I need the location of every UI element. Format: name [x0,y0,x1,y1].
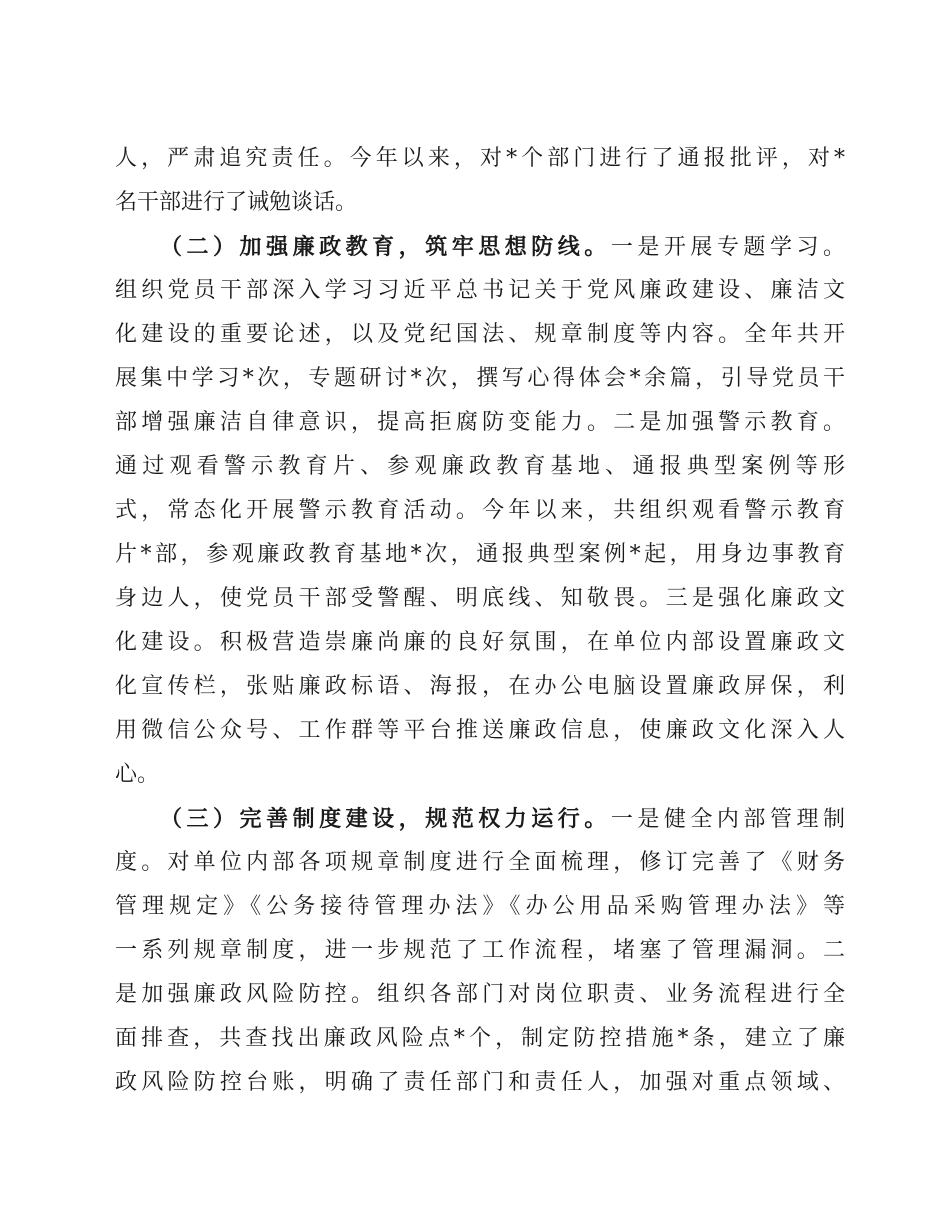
body-text-line: 展集中学习*次，专题研讨*次，撰写心得体会*余篇，引导党员干 [115,366,845,391]
section-heading: （三）完善制度建设，规范权力运行。 [160,806,611,832]
section-heading-line [160,799,845,839]
body-text-line: 面排查，共查找出廉政风险点*个，制定防控措施*条，建立了廉 [115,1026,845,1051]
body-text-line: 度。对单位内部各项规章制度进行全面梳理，修订完善了《财务 [115,850,845,875]
body-text-line: 式，常态化开展警示教育活动。今年以来，共组织观看警示教育 [115,498,845,523]
body-text-line: 管理规定》《公务接待管理办法》《办公用品采购管理办法》等 [115,894,845,919]
body-text-line: 政风险防控台账，明确了责任部门和责任人，加强对重点领域、 [115,1070,845,1095]
body-text: 一是开展专题学习。 [610,235,845,260]
body-text-line: 一系列规章制度，进一步规范了工作流程，堵塞了管理漏洞。二 [115,938,845,963]
body-text-line: 化建设。积极营造崇廉尚廉的良好氛围，在单位内部设置廉政文 [115,630,845,655]
section-heading: （二）加强廉政教育，筑牢思想防线。 [160,234,611,260]
section-heading-line [160,227,845,267]
body-text-line: 组织党员干部深入学习习近平总书记关于党风廉政建设、廉洁文 [115,278,845,303]
body-text-line: 心。 [115,762,160,787]
body-text-line: 化宣传栏，张贴廉政标语、海报，在办公电脑设置廉政屏保，利 [115,674,845,699]
body-text-line: 名干部进行了诫勉谈话。 [115,190,358,215]
body-text-line: 人，严肃追究责任。今年以来，对*个部门进行了通报批评，对* [115,146,845,171]
body-text-line: 片*部，参观廉政教育基地*次，通报典型案例*起，用身边事教育 [115,542,845,567]
body-text-line: 通过观看警示教育片、参观廉政教育基地、通报典型案例等形 [115,454,845,479]
body-text-line: 化建设的重要论述，以及党纪国法、规章制度等内容。全年共开 [115,322,845,347]
body-text: 一是健全内部管理制 [610,807,845,832]
body-text-line: 用微信公众号、工作群等平台推送廉政信息，使廉政文化深入人 [115,718,845,743]
body-text-line: 部增强廉洁自律意识，提高拒腐防变能力。二是加强警示教育。 [115,410,845,435]
body-text-line: 是加强廉政风险防控。组织各部门对岗位职责、业务流程进行全 [115,982,845,1007]
body-text-line: 身边人，使党员干部受警醒、明底线、知敬畏。三是强化廉政文 [115,586,845,611]
